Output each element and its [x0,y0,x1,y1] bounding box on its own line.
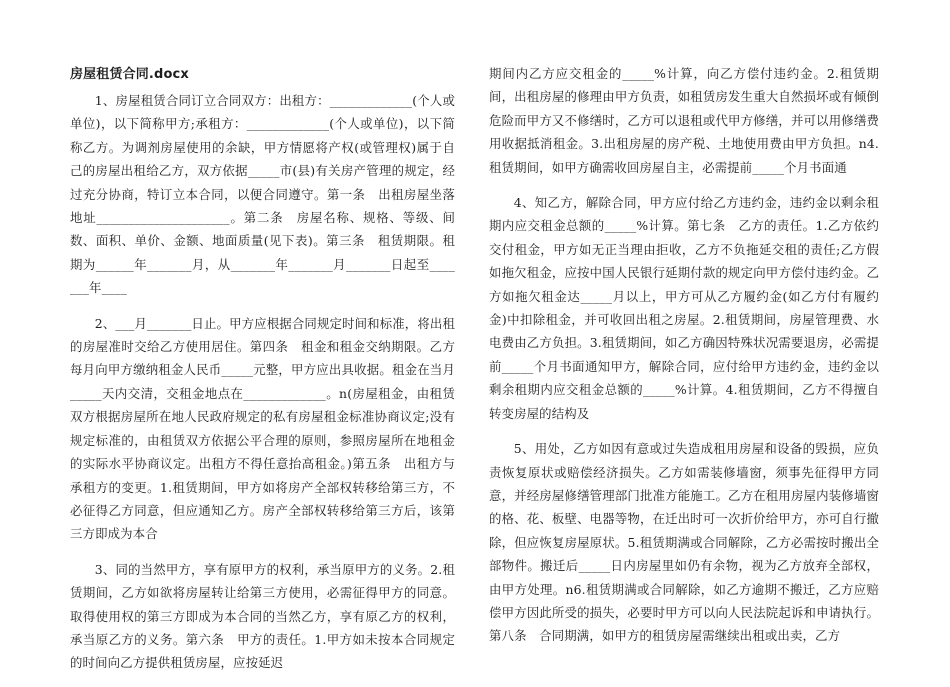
left-column [70,62,455,687]
paragraph-1: 1、房屋租赁合同订立合同双方：出租方：_____________(个人或单位)，以下简称甲方;承租方：_____________(个人或单位)，以下简称乙方。为调剂房屋使用的余缺，甲方情愿将产权(或管理权)属于自己的房屋出租给乙方，双方依据_____市(县)有关房产管理的规定，经过充分协商，特订立本合同，以便合同遵守。第一条 出租房屋坐落地址_____________________。第二条 房屋名称、规格、等级、间数、面积、单价、金额、地面质量(见下表)。第三条 租赁期限。租期为______年_______月，从_______年_______月_______日起至_______年____ [70,93,455,296]
paragraph-3: 3、同的当然甲方，享有原甲方的权利，承当原甲方的义务。2.租赁期间，乙方如欲将房屋转让给第三方使用，必需征得甲方的同意。取得使用权的第三方即成为本合同的当然乙方，享有原乙方的权利，承当原乙方的义务。第六条 甲方的责任。1.甲方如未按本合同规定的时间向乙方提供租赁房屋，应按延迟 [70,561,455,671]
paragraph-3-continued: 期间内乙方应交租金的_____%计算，向乙方偿付违约金。2.租赁期间，出租房屋的修理由甲方负责，如租赁房发生重大自然损坏或有倾倒危险而甲方又不修缮时，乙方可以退租或代甲方修缮，并可以用修缮费用收据抵消租金。3.出租房屋的房产税、土地使用费由甲方负担。n4.租赁期间，如甲方确需收回房屋自主，必需提前_____个月书面通 [489,66,879,175]
paragraph-2: 2、___月_______日止。甲方应根据合同规定时间和标准，将出租的房屋准时交给乙方使用居住。第四条 租金和租金交纳期限。乙方每月向甲方缴纳租金人民币_____元整，甲方应出具收据。租金在当月_____天内交清，交租金地点在_____________。n(房屋租金，由租赁双方根据房屋所在地人民政府规定的私有房屋租金标准协商议定;没有规定标准的，由租赁双方依据公平合理的原则，参照房屋所在地租金的实际水平协商议定。出租方不得任意抬高租金。)第五条 出租方与承租方的变更。1.租赁期间，甲方如将房产全部权转移给第三方，不必征得乙方同意，但应通知乙方。房产全部权转移给第三方后，该第三方即成为本合 [70,315,455,542]
paragraph-5: 5、用处，乙方如因有意或过失造成租用房屋和设备的毁损，应负责恢复原状或赔偿经济损失。乙方如需装修墙窗，须事先征得甲方同意，并经房屋修缮管理部门批准方能施工。乙方在租用房屋内装修墙窗的格、花、板壁、电器等物，在迁出时可一次折价给甲方，亦可自行撤除，但应恢复房屋原状。5.租赁期满或合同解除，乙方必需按时搬出全部物件。搬迁后_____日内房屋里如仍有余物，视为乙方放弃全部权，由甲方处理。n6.租赁期满或合同解除，如乙方逾期不搬迁，乙方应赔偿甲方因此所受的损失，必要时甲方可以向人民法院起诉和申请执行。第八条 合同期满，如甲方的租赁房屋需继续出租或出卖，乙方 [489,441,879,644]
right-column [489,62,879,660]
document-title: 房屋租赁合同.docx [70,67,189,82]
paragraph-4: 4、知乙方，解除合同，甲方应付给乙方违约金，违约金以剩余租期内应交租金总额的_____%计算。第七条 乙方的责任。1.乙方依约交付租金，甲方如无正当理由拒收，乙方不负拖延交租的责任;乙方假如拖欠租金，应按中国人民银行延期付款的规定向甲方偿付违约金。乙方如拖欠租金达_____月以上，甲方可从乙方履约金(如乙方付有履约金)中扣除租金，并可收回出租之房屋。2.租赁期间，房屋管理费、水电费由乙方负担。3.租赁期间，如乙方确因特殊状况需要退房，必需提前_____个月书面通知甲方，解除合同，应付给甲方违约金，违约金以剩余租期内应交租金总额的_____%计算。4.租赁期间，乙方不得擅自转变房屋的结构及 [489,195,879,421]
